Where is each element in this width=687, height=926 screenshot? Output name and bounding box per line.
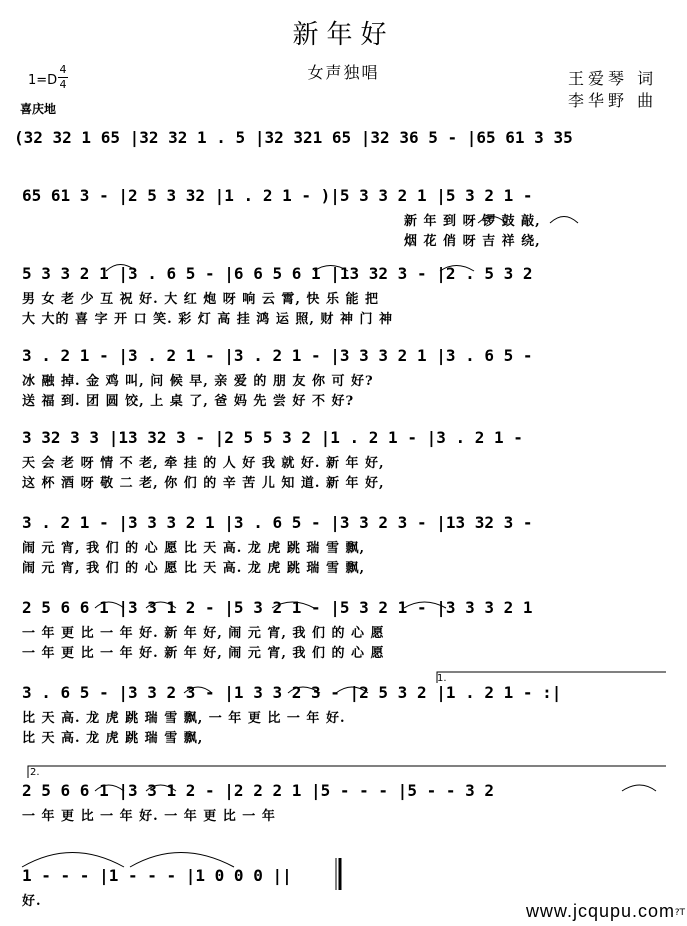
lyric-line-5-2: 这 杯 酒 呀 敬 二 老, 你 们 的 辛 苦 儿 知 道. 新 年 好, — [22, 476, 385, 491]
performance-direction: 喜庆地 — [20, 102, 57, 116]
lyric-line-4-1: 冰 融 掉. 金 鸡 叫, 问 候 早, 亲 爱 的 朋 友 你 可 好? — [22, 374, 374, 389]
composer-credit: 李华野 曲 — [568, 91, 658, 110]
site-watermark: www.jcqupu.com — [525, 901, 675, 921]
lyric-line-2-2: 烟 花 俏 呀 吉 祥 绕, — [404, 234, 541, 249]
lyric-line-6-1: 闹 元 宵, 我 们 的 心 愿 比 天 高. 龙 虎 跳 瑞 雪 飘, — [22, 541, 365, 556]
lyric-line-4-2: 送 福 到. 团 圆 饺, 上 桌 了, 爸 妈 先 尝 好 不 好? — [22, 394, 355, 409]
watermark-side-mark: ?T — [674, 908, 685, 918]
music-line-6: 3 . 2 1 - |3 3 3 2 1 |3 . 6 5 - |3 3 2 3 - |13 32 3 - — [22, 513, 533, 532]
lyric-line-2-1: 新 年 到 呀 锣 鼓 敲, — [404, 214, 541, 229]
lyric-line-10-1: 好. — [22, 894, 42, 909]
song-subtitle: 女声独唱 — [307, 63, 380, 82]
music-line-8: 3 . 6 5 - |3 3 2 3 - |1 3 3 2 3 - |2 5 3 2 |1 . 2 1 - :| — [22, 683, 562, 702]
lyric-line-3-2: 大 大的 喜 字 开 口 笑. 彩 灯 高 挂 鸿 运 照, 财 神 门 神 — [22, 312, 393, 327]
music-line-2: 65 61 3 - |2 5 3 32 |1 . 2 1 - )|5 3 3 2 1 |5 3 2 1 - — [22, 186, 533, 205]
lyric-line-8-1: 比 天 高. 龙 虎 跳 瑞 雪 飘, 一 年 更 比 一 年 好. — [22, 711, 346, 726]
lyricist-credit: 王爱琴 词 — [568, 69, 658, 88]
lyric-line-9-1: 一 年 更 比 一 年 好. 一 年 更 比 一 年 — [22, 809, 276, 824]
music-line-9: 2 5 6 6 1 |3 3 1 2 - |2 2 2 1 |5 - - - |5 - - 3 2 — [22, 781, 495, 800]
music-line-10: 1 - - - |1 - - - |1 0 0 0 || — [22, 866, 292, 885]
music-line-4: 3 . 2 1 - |3 . 2 1 - |3 . 2 1 - |3 3 3 2 1 |3 . 6 5 - — [22, 346, 533, 365]
lyric-line-3-1: 男 女 老 少 互 祝 好. 大 红 炮 呀 响 云 霄, 快 乐 能 把 — [22, 292, 379, 307]
lyric-line-6-2: 闹 元 宵, 我 们 的 心 愿 比 天 高. 龙 虎 跳 瑞 雪 飘, — [22, 561, 365, 576]
lyric-line-7-1: 一 年 更 比 一 年 好. 新 年 好, 闹 元 宵, 我 们 的 心 愿 — [22, 626, 385, 641]
key-signature: 1=D — [28, 73, 58, 88]
lyric-line-7-2: 一 年 更 比 一 年 好. 新 年 好, 闹 元 宵, 我 们 的 心 愿 — [22, 646, 385, 661]
volta-1-label: 1. — [437, 673, 447, 684]
music-line-1: (32 32 1 65 |32 32 1 . 5 |32 321 65 |32 36 5 - |65 61 3 35 — [14, 128, 573, 147]
time-signature-top: 4 — [59, 63, 67, 76]
music-line-5: 3 32 3 3 |13 32 3 - |2 5 5 3 2 |1 . 2 1 - |3 . 2 1 - — [22, 428, 523, 447]
lyric-line-8-2: 比 天 高. 龙 虎 跳 瑞 雪 飘, — [22, 731, 204, 746]
song-title: 新年好 — [292, 20, 395, 50]
time-signature-bottom: 4 — [59, 78, 67, 91]
music-line-3: 5 3 3 2 1 |3 . 6 5 - |6 6 5 6 1 |13 32 3 - |2 . 5 3 2 — [22, 264, 533, 283]
music-line-7: 2 5 6 6 1 |3 3 1 2 - |5 3 2 1 - |5 3 2 1 - |3 3 3 2 1 — [22, 598, 533, 617]
lyric-line-5-1: 天 会 老 呀 情 不 老, 牵 挂 的 人 好 我 就 好. 新 年 好, — [22, 456, 385, 471]
volta-2-label: 2. — [30, 767, 40, 778]
